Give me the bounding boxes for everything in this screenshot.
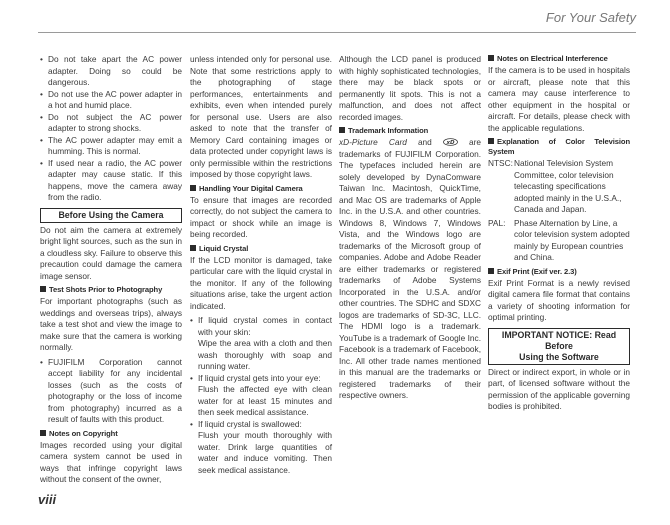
list-item: • If liquid crystal gets into your eye: Flush the affected eye with clean water for at least 15 minutes and then seek medical assistance. xyxy=(190,373,332,419)
electrical-interference-heading: Notes on Electrical Interference xyxy=(488,54,630,64)
list-item: • FUJIFILM Corporation cannot accept liability for any incidental losses (such as the costs of photography or the loss of income from photography) incurred as a result of faults with this product. xyxy=(40,357,182,426)
list-item: • Do not use the AC power adapter in a hot and humid place. xyxy=(40,89,182,112)
before-using-camera-text: Do not aim the camera at extremely bright light sources, such as the sun in a cloudless sky. Failure to observe this precaution could damage the camera image sensor. xyxy=(40,224,182,281)
important-notice-text: Direct or indirect export, in whole or in part, of licensed software without the permission of the applicable governing bodies is prohibited. xyxy=(488,366,630,411)
square-bullet-icon xyxy=(339,127,345,133)
page-number: viii xyxy=(38,492,57,507)
list-item: • If liquid crystal comes in contact with your skin: Wipe the area with a cloth and then wash thoroughly with soap and running water. xyxy=(190,315,332,373)
tv-system-definitions xyxy=(488,158,630,264)
definition-row: NTSC: National Television System Committee, color television telecasting specifications adopted mainly in the U.S.A., Canada and Japan. xyxy=(488,158,622,214)
handling-heading: Handling Your Digital Camera xyxy=(190,184,332,194)
square-bullet-icon xyxy=(190,185,196,191)
square-bullet-icon xyxy=(190,245,196,251)
color-tv-heading: Explanation of Color Television System xyxy=(488,137,630,156)
column-4 xyxy=(488,54,630,416)
handling-text: To ensure that images are recorded correctly, do not subject the camera to impact or shock while an image is being recorded. xyxy=(190,194,332,239)
square-bullet-icon xyxy=(40,286,46,292)
test-shots-heading: Test Shots Prior to Photography xyxy=(40,285,182,295)
column-3 xyxy=(339,54,481,405)
copyright-text-continued: unless intended only for personal use. Note that some restrictions apply to the photographing of stage performances, entertainments and exhibits, even when intended purely for personal use. Users are also asked to note that the transfer of Memory Card containing images or data protected under copyright laws is only permissible within the restrictions imposed by those copyright laws. xyxy=(190,54,332,179)
trademark-text: xD-Picture Card and xD are trademarks of FUJIFILM Corporation. The typefaces included herein are solely developed by DynaComware Taiwan Inc. Macintosh, QuickTime, and Mac OS are trademarks of Apple Inc. in the U.S.A. and other countries. Windows 8, Windows 7, Windows Vista, and the Windows logo are trademarks of the Microsoft group of companies. Adobe and Adobe Reader are either trademarks or registered trademarks of Adobe Systems Incorporated in the U.S.A. and/or other countries. The SDHC and SDXC logos are trademarks of SD-3C, LLC. The HDMI logo is a trademark. YouTube is a trademark of Google Inc. Facebook is a trademark of Facebook, Inc. All other trade names mentioned in this manual are the trademarks or registered trademarks of their respective owners. xyxy=(339,137,482,400)
copyright-heading: Notes on Copyright xyxy=(40,429,182,439)
exif-print-heading: Exif Print (Exif ver. 2.3) xyxy=(488,267,630,277)
column-2 xyxy=(190,54,332,478)
header-rule xyxy=(38,32,636,33)
column-1 xyxy=(40,54,182,489)
test-shots-text: For important photographs (such as weddings and overseas trips), always take a test shot and view the image to make sure that the camera is working normally. xyxy=(40,296,182,352)
definition-row: PAL: Phase Alternation by Line, a color television system adopted mainly by European countries and China. xyxy=(488,217,630,262)
liquid-crystal-text: If the LCD monitor is damaged, take particular care with the liquid crystal in the monitor. If any of the following situations arise, take the urgent action indicated. xyxy=(190,254,332,311)
copyright-text: Images recorded using your digital camera system cannot be used in ways that infringe copyright laws without the consent of the owner, xyxy=(40,439,182,484)
list-item: • Do not take apart the AC power adapter. Doing so could be dangerous. xyxy=(40,54,182,89)
square-bullet-icon xyxy=(40,430,46,436)
page-header-title: For Your Safety xyxy=(545,10,636,25)
liquid-crystal-list xyxy=(190,315,332,476)
list-item: • The AC power adapter may emit a humming. This is normal. xyxy=(40,135,182,158)
square-bullet-icon xyxy=(488,268,494,274)
square-bullet-icon xyxy=(488,138,494,144)
list-item: • Do not subject the AC power adapter to strong shocks. xyxy=(40,112,182,135)
before-using-camera-title: Before Using the Camera xyxy=(40,208,182,223)
lcd-panel-text: Although the LCD panel is produced with highly sophisticated technologies, there may be black spots or permanently lit spots. This is not a malfunction, and does not affect recorded images. xyxy=(339,54,481,122)
liquid-crystal-heading: Liquid Crystal xyxy=(190,244,332,254)
list-item: • If used near a radio, the AC power adapter may cause static. If this happens, move the camera away from the radio. xyxy=(40,158,182,204)
svg-text:xD: xD xyxy=(446,140,455,146)
electrical-interference-text: If the camera is to be used in hospitals or aircraft, please note that this camera may cause interference to other equipment in the hospital or aircraft. For details, please check with the applicable regulations. xyxy=(488,65,630,133)
list-item: • If liquid crystal is swallowed: Flush your mouth thoroughly with water. Drink large quantities of water and induce vomiting. Then seek medical assistance. xyxy=(190,419,332,477)
exif-print-text: Exif Print Format is a newly revised digital camera file format that contains a variety of shooting information for optimal printing. xyxy=(488,277,630,322)
trademark-heading: Trademark Information xyxy=(339,126,481,136)
square-bullet-icon xyxy=(488,55,494,61)
ac-adapter-list xyxy=(40,54,182,204)
important-notice-title: IMPORTANT NOTICE: Read Before Using the Software xyxy=(488,328,630,365)
xd-logo-icon xyxy=(443,138,458,146)
